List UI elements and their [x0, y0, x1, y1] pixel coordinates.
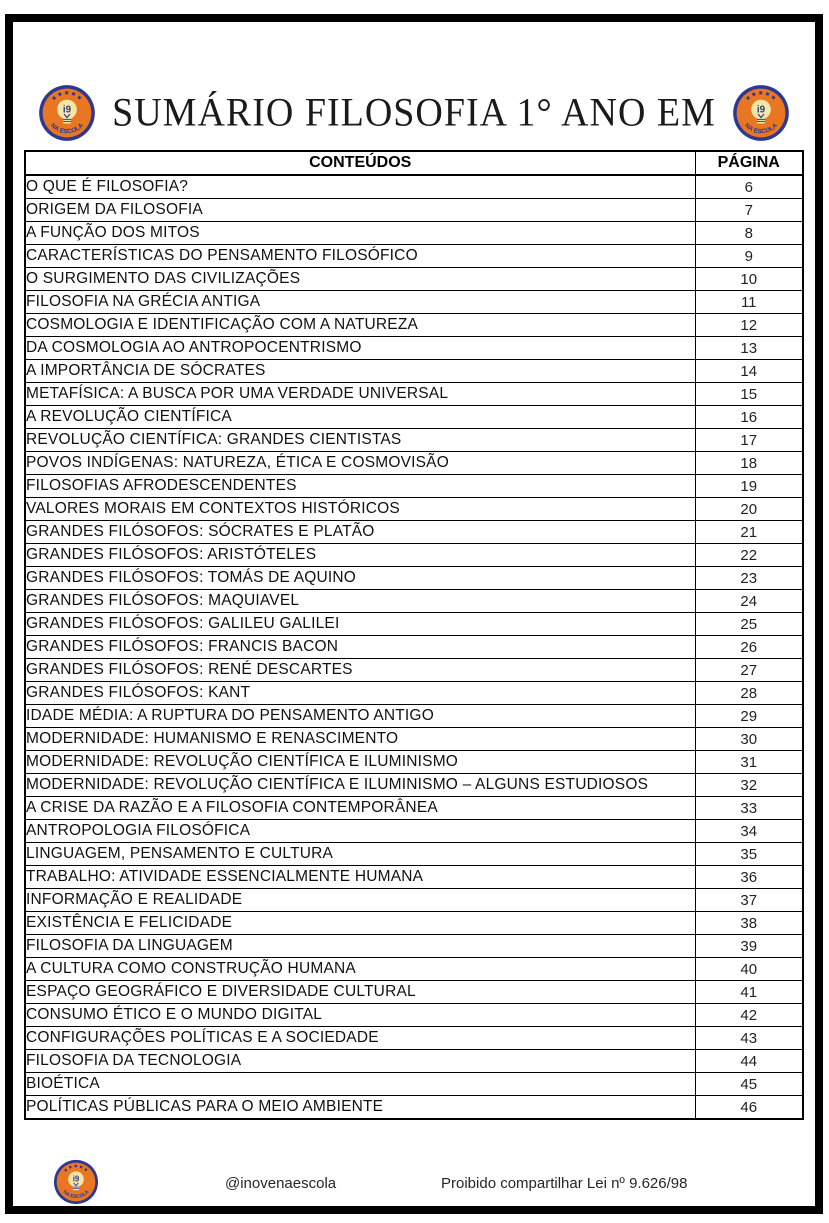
row-content-label: IDADE MÉDIA: A RUPTURA DO PENSAMENTO ANTIGO	[25, 705, 695, 728]
row-page-number: 17	[695, 429, 803, 452]
row-content-label: A IMPORTÂNCIA DE SÓCRATES	[25, 360, 695, 383]
table-header-row	[25, 151, 803, 175]
row-page-number: 31	[695, 751, 803, 774]
row-content-label: VALORES MORAIS EM CONTEXTOS HISTÓRICOS	[25, 498, 695, 521]
logo-arc-label: NA ESCOLA	[49, 122, 85, 136]
table-row	[25, 452, 803, 475]
page-title: SUMÁRIO FILOSOFIA 1° ANO EM	[112, 90, 716, 136]
table-row	[25, 797, 803, 820]
row-page-number: 11	[695, 291, 803, 314]
row-content-label: CONSUMO ÉTICO E O MUNDO DIGITAL	[25, 1004, 695, 1027]
row-content-label: GRANDES FILÓSOFOS: KANT	[25, 682, 695, 705]
table-row	[25, 843, 803, 866]
row-content-label: GRANDES FILÓSOFOS: RENÉ DESCARTES	[25, 659, 695, 682]
table-row	[25, 866, 803, 889]
row-content-label: COSMOLOGIA E IDENTIFICAÇÃO COM A NATUREZA	[25, 314, 695, 337]
table-row	[25, 590, 803, 613]
row-page-number: 32	[695, 774, 803, 797]
table-row	[25, 1050, 803, 1073]
row-content-label: METAFÍSICA: A BUSCA POR UMA VERDADE UNIVERSAL	[25, 383, 695, 406]
i9-na-escola-logo	[53, 1158, 99, 1206]
copyright-notice: Proibido compartilhar Lei nº 9.626/98	[441, 1175, 688, 1192]
row-page-number: 28	[695, 682, 803, 705]
row-page-number: 39	[695, 935, 803, 958]
table-row	[25, 613, 803, 636]
column-header-contents: CONTEÚDOS	[25, 151, 695, 175]
row-page-number: 8	[695, 222, 803, 245]
row-page-number: 43	[695, 1027, 803, 1050]
row-page-number: 45	[695, 1073, 803, 1096]
table-row	[25, 728, 803, 751]
logo-arc-label: NA ESCOLA	[61, 1189, 91, 1201]
logo-i9-label: i9	[62, 104, 72, 116]
table-row	[25, 245, 803, 268]
row-content-label: ESPAÇO GEOGRÁFICO E DIVERSIDADE CULTURAL	[25, 981, 695, 1004]
table-row	[25, 820, 803, 843]
row-content-label: MODERNIDADE: REVOLUÇÃO CIENTÍFICA E ILUMINISMO – ALGUNS ESTUDIOSOS	[25, 774, 695, 797]
summary-table	[24, 150, 804, 1120]
row-page-number: 34	[695, 820, 803, 843]
row-page-number: 9	[695, 245, 803, 268]
row-page-number: 37	[695, 889, 803, 912]
row-content-label: CARACTERÍSTICAS DO PENSAMENTO FILOSÓFICO	[25, 245, 695, 268]
row-page-number: 36	[695, 866, 803, 889]
table-row	[25, 935, 803, 958]
row-content-label: INFORMAÇÃO E REALIDADE	[25, 889, 695, 912]
row-page-number: 26	[695, 636, 803, 659]
row-page-number: 25	[695, 613, 803, 636]
table-row	[25, 337, 803, 360]
row-page-number: 27	[695, 659, 803, 682]
table-row	[25, 1004, 803, 1027]
row-page-number: 24	[695, 590, 803, 613]
row-page-number: 13	[695, 337, 803, 360]
logo-arc-label: NA ESCOLA	[742, 122, 779, 136]
table-row	[25, 889, 803, 912]
table-row	[25, 1096, 803, 1120]
row-content-label: GRANDES FILÓSOFOS: MAQUIAVEL	[25, 590, 695, 613]
page-header	[13, 84, 815, 142]
row-page-number: 15	[695, 383, 803, 406]
table-row	[25, 981, 803, 1004]
table-row	[25, 268, 803, 291]
table-row	[25, 682, 803, 705]
row-page-number: 19	[695, 475, 803, 498]
row-content-label: A FUNÇÃO DOS MITOS	[25, 222, 695, 245]
footer-logo-wrap	[53, 1158, 99, 1206]
table-row	[25, 567, 803, 590]
row-page-number: 7	[695, 199, 803, 222]
row-content-label: MODERNIDADE: REVOLUÇÃO CIENTÍFICA E ILUMINISMO	[25, 751, 695, 774]
row-content-label: LINGUAGEM, PENSAMENTO E CULTURA	[25, 843, 695, 866]
row-content-label: MODERNIDADE: HUMANISMO E RENASCIMENTO	[25, 728, 695, 751]
table-row	[25, 222, 803, 245]
table-row	[25, 360, 803, 383]
row-page-number: 38	[695, 912, 803, 935]
row-content-label: O SURGIMENTO DAS CIVILIZAÇÕES	[25, 268, 695, 291]
table-row	[25, 912, 803, 935]
row-content-label: GRANDES FILÓSOFOS: SÓCRATES E PLATÃO	[25, 521, 695, 544]
row-page-number: 14	[695, 360, 803, 383]
row-page-number: 41	[695, 981, 803, 1004]
row-content-label: GRANDES FILÓSOFOS: ARISTÓTELES	[25, 544, 695, 567]
table-row	[25, 406, 803, 429]
row-content-label: GRANDES FILÓSOFOS: FRANCIS BACON	[25, 636, 695, 659]
table-row	[25, 521, 803, 544]
logo-i9-label: i9	[756, 104, 766, 116]
row-content-label: GRANDES FILÓSOFOS: GALILEU GALILEI	[25, 613, 695, 636]
table-row	[25, 498, 803, 521]
table-row	[25, 383, 803, 406]
table-row	[25, 1027, 803, 1050]
i9-na-escola-logo	[38, 84, 96, 142]
row-content-label: REVOLUÇÃO CIENTÍFICA: GRANDES CIENTISTAS	[25, 429, 695, 452]
row-page-number: 46	[695, 1096, 803, 1120]
row-page-number: 16	[695, 406, 803, 429]
row-page-number: 10	[695, 268, 803, 291]
i9-na-escola-logo	[732, 84, 790, 142]
row-content-label: BIOÉTICA	[25, 1073, 695, 1096]
table-row	[25, 958, 803, 981]
row-content-label: TRABALHO: ATIVIDADE ESSENCIALMENTE HUMANA	[25, 866, 695, 889]
table-row	[25, 659, 803, 682]
column-header-page: PÁGINA	[695, 151, 803, 175]
table-row	[25, 774, 803, 797]
row-content-label: GRANDES FILÓSOFOS: TOMÁS DE AQUINO	[25, 567, 695, 590]
row-content-label: A REVOLUÇÃO CIENTÍFICA	[25, 406, 695, 429]
table-row	[25, 199, 803, 222]
logo-i9-label: i9	[72, 1174, 80, 1184]
row-content-label: EXISTÊNCIA E FELICIDADE	[25, 912, 695, 935]
table-row	[25, 475, 803, 498]
row-content-label: FILOSOFIA DA LINGUAGEM	[25, 935, 695, 958]
row-page-number: 29	[695, 705, 803, 728]
row-content-label: FILOSOFIA NA GRÉCIA ANTIGA	[25, 291, 695, 314]
row-content-label: A CRISE DA RAZÃO E A FILOSOFIA CONTEMPORÂNEA	[25, 797, 695, 820]
row-page-number: 18	[695, 452, 803, 475]
row-page-number: 21	[695, 521, 803, 544]
row-content-label: A CULTURA COMO CONSTRUÇÃO HUMANA	[25, 958, 695, 981]
table-row	[25, 429, 803, 452]
row-content-label: FILOSOFIAS AFRODESCENDENTES	[25, 475, 695, 498]
table-row	[25, 751, 803, 774]
table-row	[25, 175, 803, 199]
row-page-number: 6	[695, 175, 803, 199]
row-page-number: 23	[695, 567, 803, 590]
row-page-number: 30	[695, 728, 803, 751]
row-page-number: 44	[695, 1050, 803, 1073]
row-content-label: O QUE É FILOSOFIA?	[25, 175, 695, 199]
row-page-number: 33	[695, 797, 803, 820]
row-content-label: FILOSOFIA DA TECNOLOGIA	[25, 1050, 695, 1073]
social-handle: @inovenaescola	[225, 1175, 337, 1192]
table-row	[25, 314, 803, 337]
toc-body	[25, 175, 803, 1119]
row-content-label: ORIGEM DA FILOSOFIA	[25, 199, 695, 222]
table-row	[25, 1073, 803, 1096]
row-page-number: 42	[695, 1004, 803, 1027]
row-page-number: 12	[695, 314, 803, 337]
page-footer	[13, 1154, 815, 1210]
page-border-frame	[5, 14, 823, 1214]
row-page-number: 40	[695, 958, 803, 981]
row-content-label: DA COSMOLOGIA AO ANTROPOCENTRISMO	[25, 337, 695, 360]
table-row	[25, 544, 803, 567]
row-page-number: 22	[695, 544, 803, 567]
table-row	[25, 636, 803, 659]
row-page-number: 35	[695, 843, 803, 866]
row-content-label: CONFIGURAÇÕES POLÍTICAS E A SOCIEDADE	[25, 1027, 695, 1050]
table-row	[25, 291, 803, 314]
table-row	[25, 705, 803, 728]
row-page-number: 20	[695, 498, 803, 521]
row-content-label: POLÍTICAS PÚBLICAS PARA O MEIO AMBIENTE	[25, 1096, 695, 1120]
row-content-label: ANTROPOLOGIA FILOSÓFICA	[25, 820, 695, 843]
row-content-label: POVOS INDÍGENAS: NATUREZA, ÉTICA E COSMOVISÃO	[25, 452, 695, 475]
